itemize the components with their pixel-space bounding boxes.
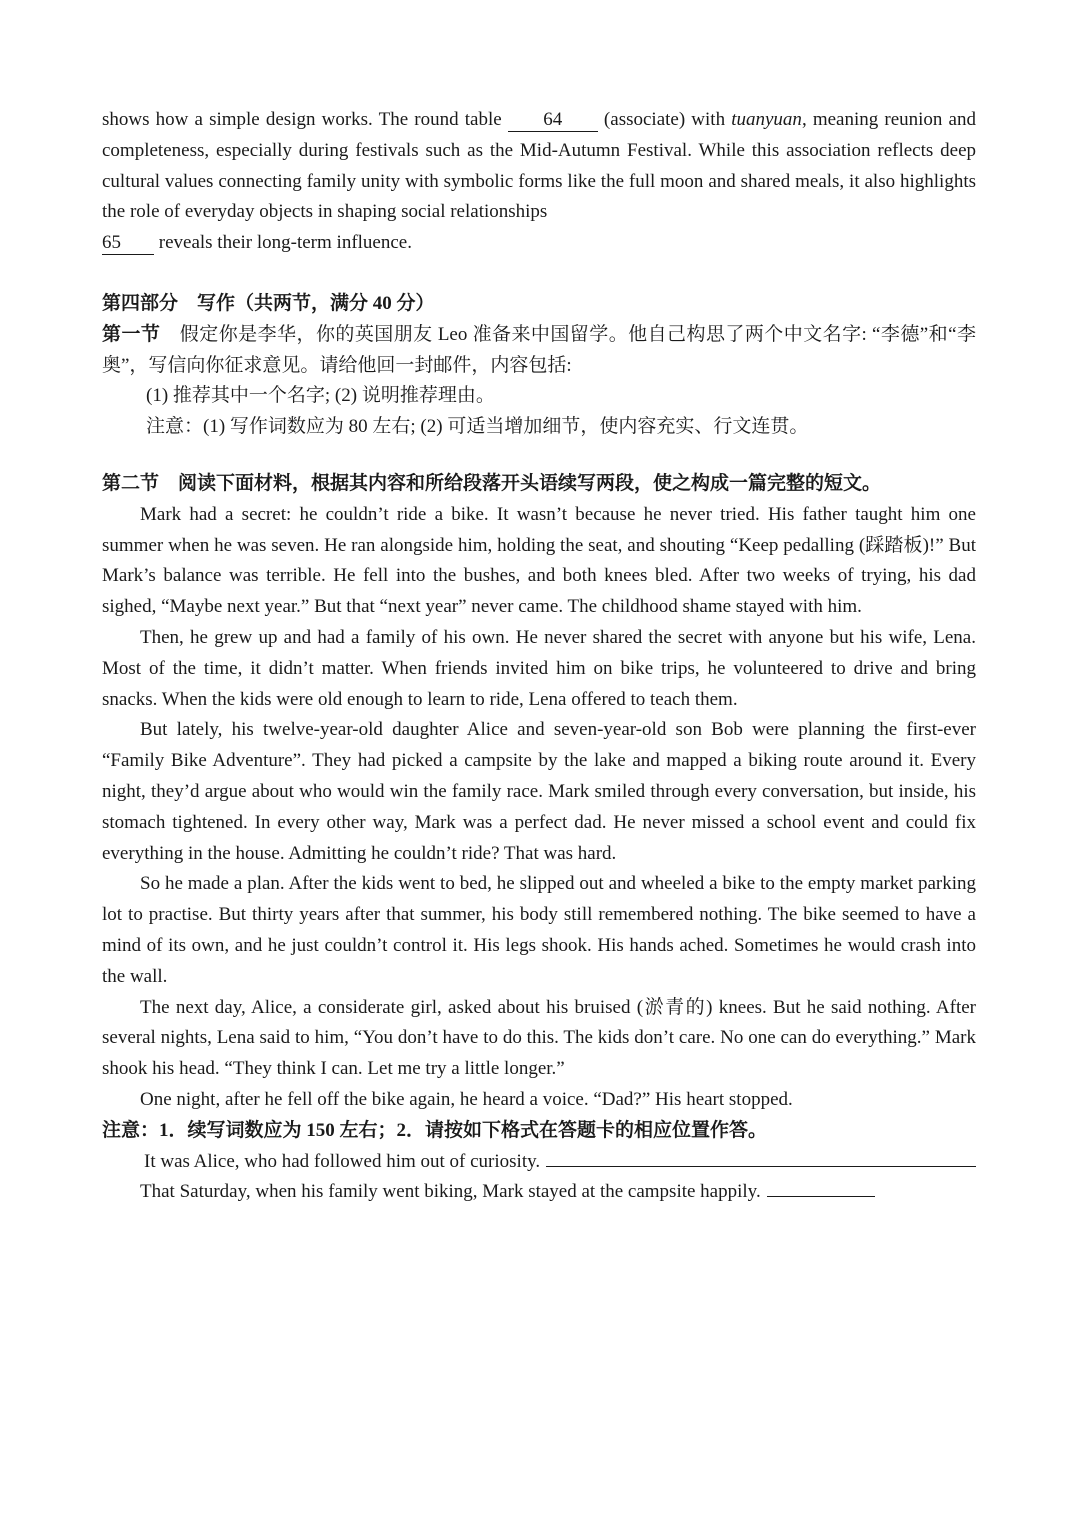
story-paragraph: Mark had a secret: he couldn’t ride a bike. It wasn’t because he never tried. His father taught him one summer when he was seven. He ran alongside him, holding the seat, and shouting “Keep pedalling (踩踏板)!” But Mark’s balance was terrible. He fell into the bushes, and both knees bled. After two weeks of trying, his dad sighed, “Maybe next year.” But that “next year” never came. The childhood shame stayed with him. [102, 503, 976, 618]
continuation-line-1 [102, 1147, 976, 1178]
section1-prompt [102, 320, 976, 382]
cloze-passage-end [102, 105, 976, 259]
cloze-text-b: (associate) with [597, 109, 732, 130]
cloze-text-a: shows how a simple design works. The round table [102, 109, 508, 130]
cloze-text-c: , meaning reunion and completeness, especially during festivals such as the Mid-Autumn Festival. While this association reflects deep cultural values connecting family unity with symbolic forms like the full moon and shared meals, it also highlights the role of everyday objects in shaping social relationships [102, 109, 976, 223]
writing-instructions: 注意：1．续写词数应为 150 左右；2．请按如下格式在答题卡的相应位置作答。 [102, 1119, 768, 1141]
cloze-text-d: reveals their long-term influence. [154, 232, 412, 254]
story-paragraph: The next day, Alice, a considerate girl, asked about his bruised (淤青的) knees. But he said nothing. After several nights, Lena said to him, “You don’t have to do this. The kids don’t care. No one can do everything.” Mark shook his head. “They think I can. Let me try a little longer.” [102, 996, 976, 1080]
continuation-line-2 [102, 1177, 976, 1208]
section1-requirements: (1) 推荐其中一个名字; (2) 说明推荐理由。 [146, 385, 495, 407]
italic-term: tuanyuan [731, 109, 802, 130]
section1-text: 假定你是李华，你的英国朋友 Leo 准备来中国留学。他自己构思了两个中文名字: “李德”和“李奥”，写信向你征求意见。请给他回一封邮件，内容包括: [102, 323, 976, 376]
section2-title: 第二节 阅读下面材料，根据其内容和所给段落开头语续写两段，使之构成一篇完整的短文。 [102, 472, 882, 494]
story-paragraph: So he made a plan. After the kids went to bed, he slipped out and wheeled a bike to the empty market parking lot to practise. But thirty years after that summer, his body still remembered nothing. The bike seemed to have a mind of its own, and he just couldn’t control it. His legs shook. His hands ached. Sometimes he would crash into the wall. [102, 873, 976, 987]
story-paragraph: But lately, his twelve-year-old daughter Alice and seven-year-old son Bob were planning the first-ever “Family Bike Adventure”. They had picked a campsite by the lake and mapped a biking route around it. Every night, they’d argue about who would win the family race. Mark smiled through every conversation, but inside, his stomach tightened. In every other way, Mark was a perfect dad. He never missed a school event and could fix everything in the house. Admitting he couldn’t ride? That was hard. [102, 719, 976, 864]
part4-title: 第四部分 写作（共两节，满分 40 分） [102, 292, 435, 314]
story-paragraph: Then, he grew up and had a family of his own. He never shared the secret with anyone but his wife, Lena. Most of the time, it didn’t matter. When friends invited him on bike trips, he volunteered to drive and bring snacks. When the kids were old enough to learn to ride, Lena offered to teach them. [102, 626, 976, 710]
answer-blank-2 [767, 1178, 875, 1197]
blank-64: 64 [508, 109, 598, 132]
section1-note: 注意：(1) 写作词数应为 80 左右; (2) 可适当增加细节，使内容充实、行文连贯。 [146, 416, 809, 438]
story-paragraph: One night, after he fell off the bike again, he heard a voice. “Dad?” His heart stopped. [140, 1088, 793, 1110]
continuation-start-1: It was Alice, who had followed him out of curiosity. [144, 1150, 541, 1172]
page-content [102, 105, 976, 1208]
blank-65: 65 [102, 232, 154, 255]
answer-blank-1 [546, 1148, 976, 1167]
section1-label: 第一节 [102, 323, 161, 345]
continuation-start-2: That Saturday, when his family went biking, Mark stayed at the campsite happily. [140, 1181, 761, 1203]
